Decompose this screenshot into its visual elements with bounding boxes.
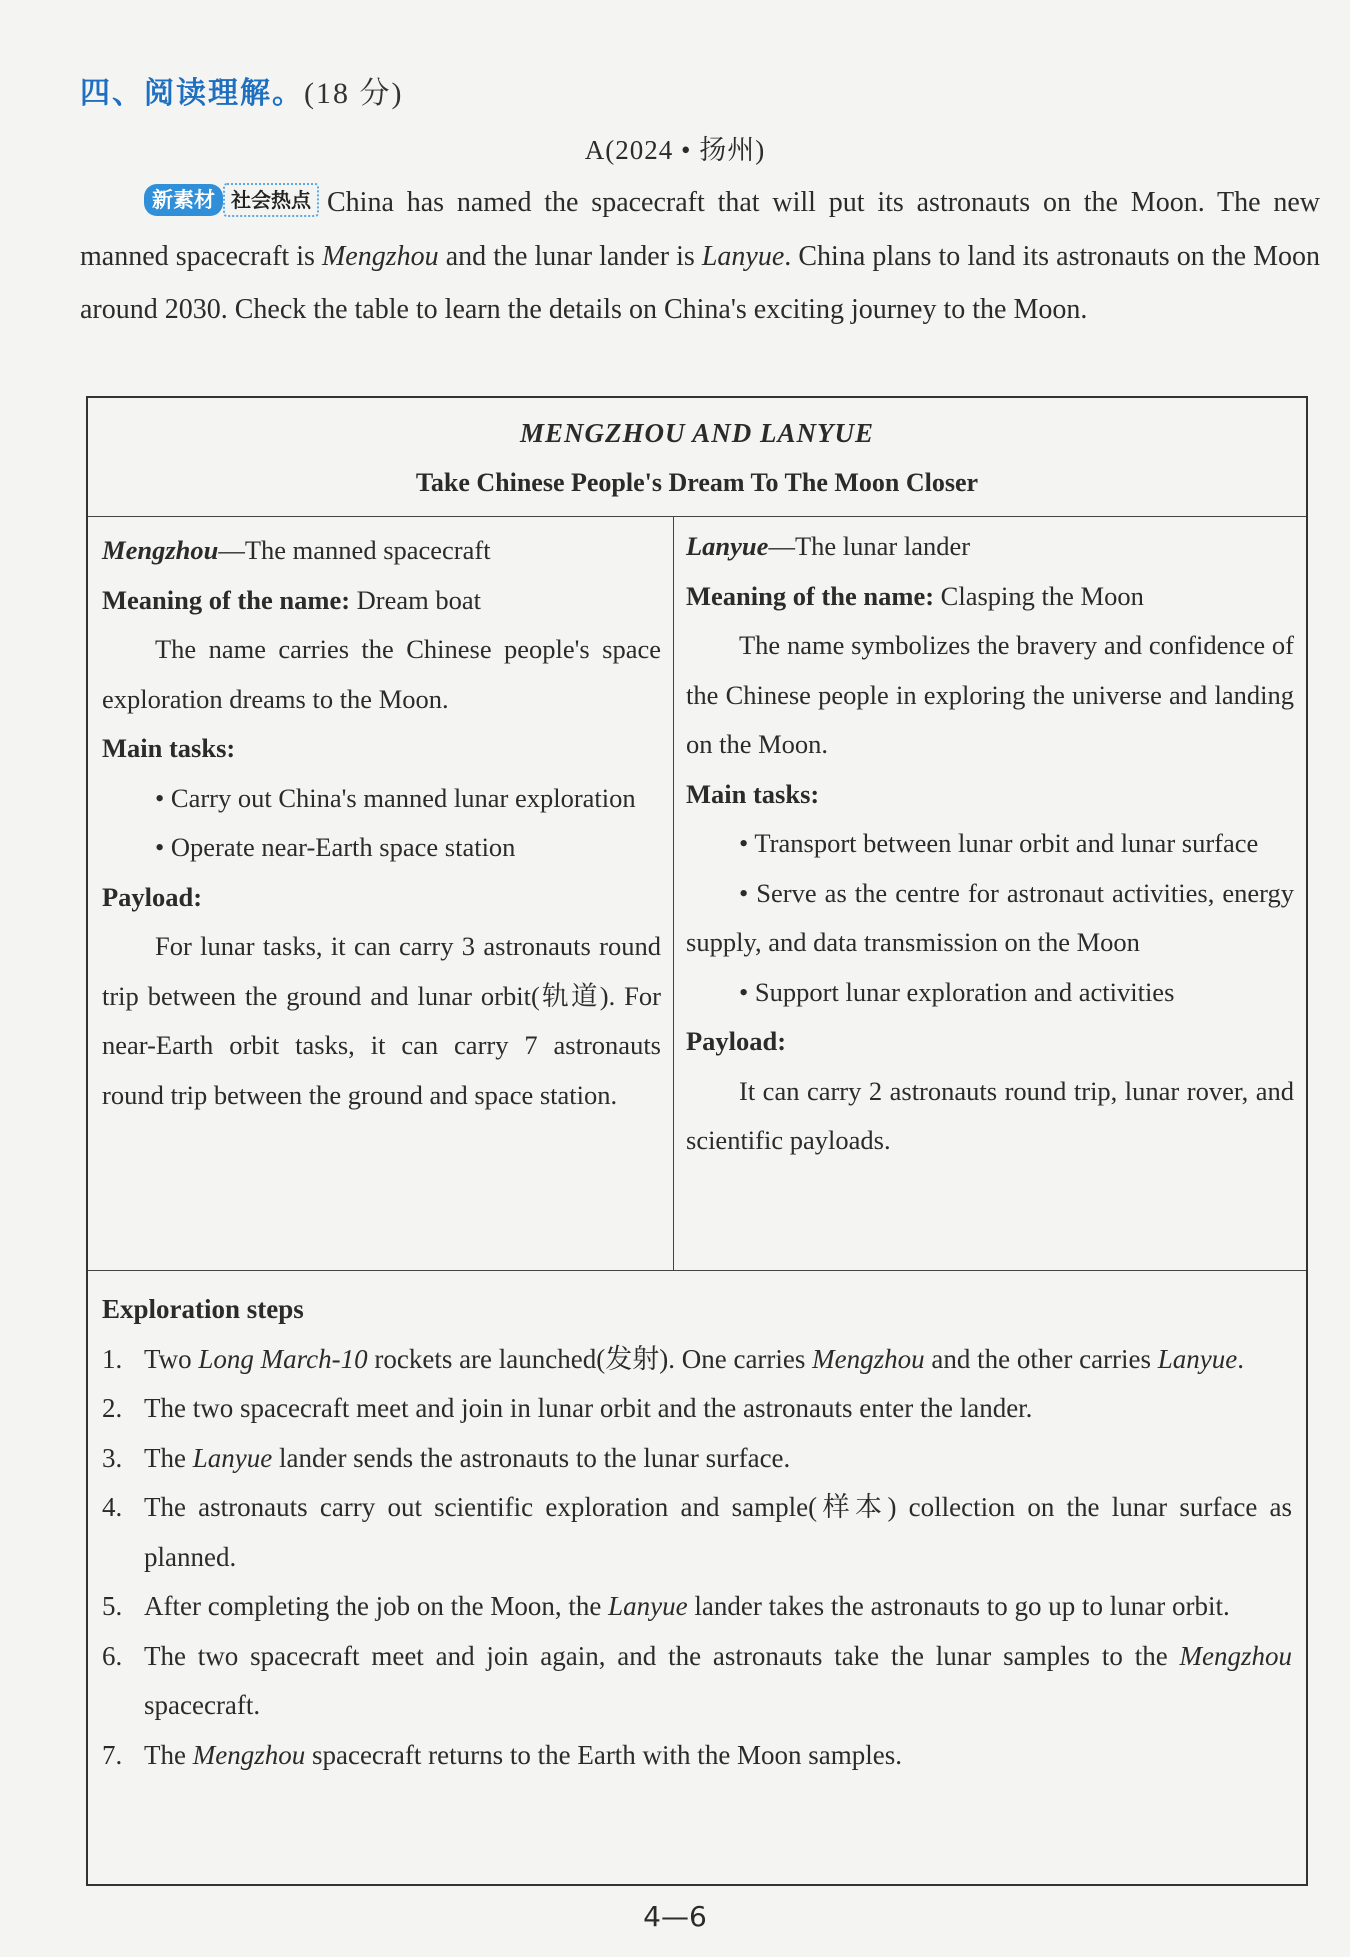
intro-text-1: China has named the spacecraft that will put its astronauts on the Moon. The new manned spacecraft is [80,187,1320,272]
step-italic: Lanyue [608,1591,688,1621]
step-text: Two [144,1343,199,1374]
step-text: spacecraft. [144,1690,261,1720]
new-material-badge: 新素材 [144,184,223,216]
step-text: and the other carries [924,1343,1158,1374]
step-italic: Mengzhou [812,1343,925,1374]
lanyue-name: Lanyue [686,531,769,561]
step-text: The two spacecraft meet and join in lunar orbit and the astronauts enter the lander. [144,1393,1033,1423]
step-italic: Lanyue [192,1442,273,1473]
lanyue-task-2: • Serve as the centre for astronaut activities, energy supply, and data transmission on the Moon [686,877,1294,957]
step-number: 5. [102,1591,123,1621]
step-number: 2. [102,1393,123,1423]
step-italic: Mengzhou [1179,1640,1292,1671]
step-italic: Mengzhou [192,1739,306,1770]
step-item [102,1582,1292,1632]
mengzhou-name: Mengzhou [102,535,219,565]
step-italic: Lanyue [1157,1343,1238,1374]
lanyue-task-1: • Transport between lunar orbit and lunar surface [739,828,1259,858]
mengzhou-task-2: • Operate near-Earth space station [155,832,516,862]
step-text: After completing the job on the Moon, the [144,1591,609,1621]
mengzhou-meaning-label: Meaning of the name: [102,584,351,615]
lanyue-meaning-label: Meaning of the name: [686,580,935,611]
intro-name-mengzhou: Mengzhou [321,240,439,272]
passage-label: A(2024 • 扬州) [584,135,766,165]
step-number: 7. [102,1739,123,1770]
exploration-steps [88,1270,1306,1780]
hot-topic-badge: 社会热点 [223,183,319,217]
lanyue-description: The name symbolizes the bravery and confidence of the Chinese people in exploring the universe and landing on the Moon. [686,630,1294,759]
step-text: spacecraft returns to the Earth with the Moon samples. [305,1739,903,1770]
steps-title: Exploration steps [102,1294,304,1324]
lanyue-tasks-label: Main tasks: [686,778,820,809]
table-subtitle: Take Chinese People's Dream To The Moon Closer [415,468,979,497]
step-text: The [144,1739,193,1770]
step-italic: Long March-10 [198,1343,368,1374]
step-number: 1. [102,1343,123,1374]
section-score: (18 分) [304,77,404,110]
step-item [102,1731,1292,1781]
step-item [102,1335,1292,1385]
mengzhou-column [88,516,674,1270]
step-number: 3. [102,1442,123,1473]
step-item [102,1384,1292,1434]
lanyue-payload: It can carry 2 astronauts round trip, lunar rover, and scientific payloads. [686,1075,1294,1155]
step-text: The astronauts carry out scientific exploration and sample(样本) collection on the lunar surface as planned. [144,1492,1292,1572]
step-text: lander sends the astronauts to the lunar surface. [272,1442,791,1473]
table-title: MENGZHOU AND LANYUE [519,418,874,448]
step-text: The [144,1442,193,1473]
step-text: rockets are launched(发射). One carries [367,1343,813,1374]
steps-list [102,1335,1292,1781]
mengzhou-tasks-label: Main tasks: [102,733,236,763]
step-item [102,1483,1292,1582]
page-number: 4—6 [643,1900,707,1933]
info-table [86,396,1308,1886]
step-number: 4. [102,1492,123,1522]
lanyue-column [674,516,1306,1270]
intro-text-3: . China plans to land its astronauts on the Moon around 2030. Check the table to learn the details on China's exciting journey to the Moon. [80,240,1320,325]
intro-paragraph [80,176,1320,337]
step-text: . [1237,1343,1245,1374]
table-header [88,398,1306,517]
step-item [102,1434,1292,1484]
lanyue-meaning-value: Clasping the Moon [934,580,1144,611]
section-title [80,68,403,112]
mengzhou-description: The name carries the Chinese people's space exploration dreams to the Moon. [102,634,661,714]
intro-name-lanyue: Lanyue [701,240,785,272]
intro-text-2: and the lunar lander is [438,240,702,272]
step-item [102,1632,1292,1731]
mengzhou-desc: —The manned spacecraft [218,535,491,565]
mengzhou-payload-label: Payload: [102,881,203,912]
mengzhou-meaning-value: Dream boat [350,584,482,615]
section-title-text: 四、阅读理解。 [80,76,304,111]
step-text: The two spacecraft meet and join again, and the astronauts take the lunar samples to the [144,1640,1180,1671]
mengzhou-payload: For lunar tasks, it can carry 3 astronauts round trip between the ground and lunar orbit(轨道). For near-Earth orbit tasks, it can carry 7 astronauts round trip between the ground and space station. [102,931,661,1110]
lanyue-payload-label: Payload: [686,1026,787,1056]
lanyue-desc: —The lunar lander [768,531,971,561]
mengzhou-task-1: • Carry out China's manned lunar exploration [155,782,636,813]
lanyue-task-3: • Support lunar exploration and activities [739,976,1175,1007]
step-number: 6. [102,1640,123,1671]
step-text: lander takes the astronauts to go up to lunar orbit. [687,1591,1230,1621]
